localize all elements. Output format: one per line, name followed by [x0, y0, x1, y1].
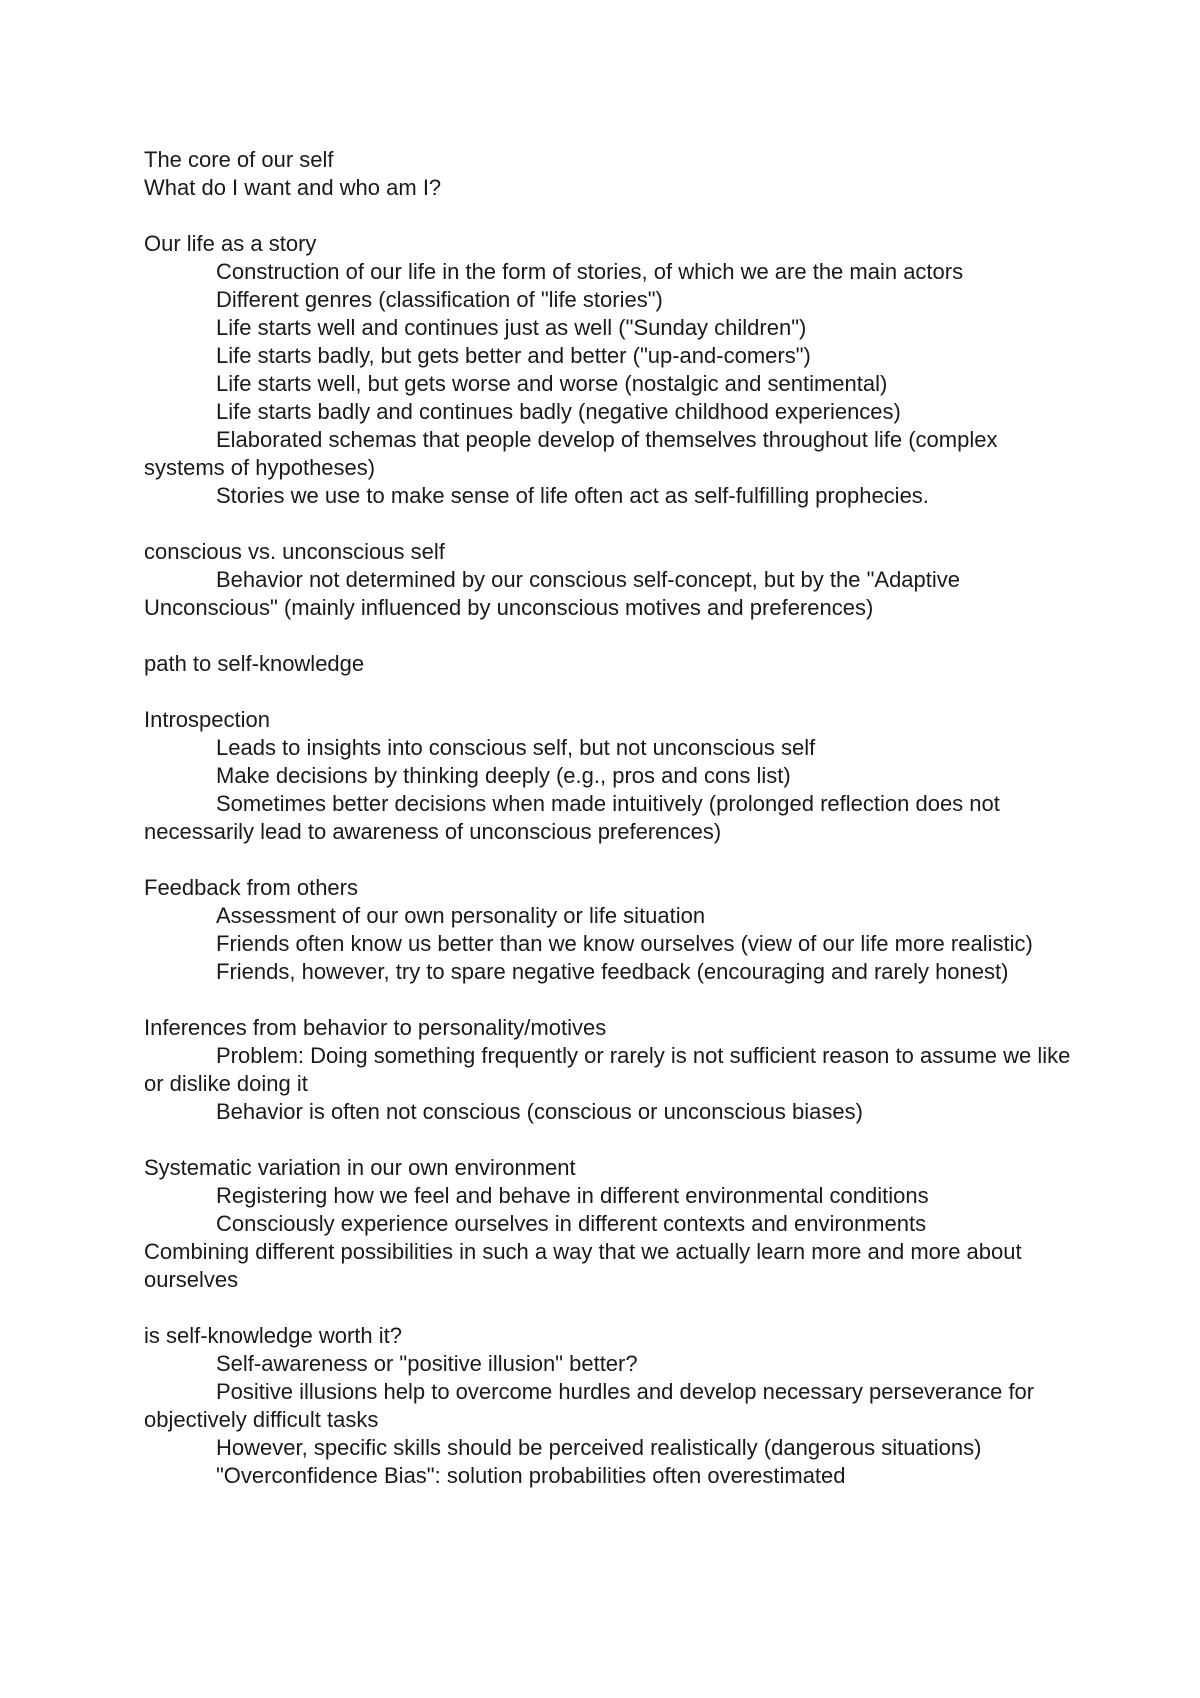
blank-line — [144, 1126, 1084, 1154]
indented-paragraph: Different genres (classification of "life stories") — [216, 287, 663, 312]
blank-line — [144, 1294, 1084, 1322]
indented-paragraph: Friends often know us better than we know ourselves (view of our life more realistic) — [216, 931, 1033, 956]
indented-paragraph: Sometimes better decisions when made intuitively (prolonged reflection does not necessarily lead to awareness of unconscious preferences) — [144, 791, 1006, 844]
indented-paragraph: Problem: Doing something frequently or rarely is not sufficient reason to assume we like or dislike doing it — [144, 1043, 1077, 1096]
document-body — [144, 146, 1084, 1490]
blank-line — [144, 678, 1084, 706]
indented-paragraph: Friends, however, try to spare negative feedback (encouraging and rarely honest) — [216, 959, 1009, 984]
indented-paragraph: Assessment of our own personality or life situation — [216, 903, 706, 928]
indented-paragraph: Positive illusions help to overcome hurdles and develop necessary perseverance for objectively difficult tasks — [144, 1379, 1041, 1432]
indented-paragraph: Life starts badly, but gets better and better ("up-and-comers") — [216, 343, 811, 368]
blank-line — [144, 986, 1084, 1014]
indented-paragraph: Self-awareness or "positive illusion" better? — [216, 1351, 638, 1376]
blank-line — [144, 622, 1084, 650]
indented-paragraph: Behavior is often not conscious (conscious or unconscious biases) — [216, 1099, 863, 1124]
paragraph: path to self-knowledge — [144, 651, 365, 676]
indented-paragraph: Behavior not determined by our conscious self-concept, but by the "Adaptive Unconscious" (mainly influenced by unconscious motives and preferences) — [144, 567, 967, 620]
indented-paragraph: Elaborated schemas that people develop of themselves throughout life (complex systems of hypotheses) — [144, 427, 1004, 480]
indented-paragraph: Leads to insights into conscious self, but not unconscious self — [216, 735, 816, 760]
paragraph: What do I want and who am I? — [144, 175, 442, 200]
indented-paragraph: However, specific skills should be perceived realistically (dangerous situations) — [216, 1435, 982, 1460]
indented-paragraph: Registering how we feel and behave in different environmental conditions — [216, 1183, 929, 1208]
indented-paragraph: Life starts well, but gets worse and worse (nostalgic and sentimental) — [216, 371, 888, 396]
blank-line — [144, 846, 1084, 874]
indented-paragraph: Stories we use to make sense of life often act as self-fulfilling prophecies. — [216, 483, 929, 508]
indented-paragraph: Life starts well and continues just as well ("Sunday children") — [216, 315, 807, 340]
indented-paragraph: "Overconfidence Bias": solution probabilities often overestimated — [216, 1463, 846, 1488]
indented-paragraph: Consciously experience ourselves in different contexts and environments — [216, 1211, 927, 1236]
paragraph: The core of our self — [144, 147, 334, 172]
blank-line — [144, 202, 1084, 230]
paragraph: Our life as a story — [144, 231, 317, 256]
indented-paragraph: Make decisions by thinking deeply (e.g., pros and cons list) — [216, 763, 791, 788]
paragraph: Systematic variation in our own environment — [144, 1155, 576, 1180]
paragraph: Feedback from others — [144, 875, 358, 900]
paragraph: conscious vs. unconscious self — [144, 539, 445, 564]
indented-paragraph: Life starts badly and continues badly (negative childhood experiences) — [216, 399, 901, 424]
paragraph: Inferences from behavior to personality/motives — [144, 1015, 607, 1040]
paragraph: is self-knowledge worth it? — [144, 1323, 403, 1348]
blank-line — [144, 510, 1084, 538]
indented-paragraph: Construction of our life in the form of stories, of which we are the main actors — [216, 259, 964, 284]
paragraph: Combining different possibilities in such a way that we actually learn more and more about ourselves — [144, 1239, 1028, 1292]
paragraph: Introspection — [144, 707, 270, 732]
